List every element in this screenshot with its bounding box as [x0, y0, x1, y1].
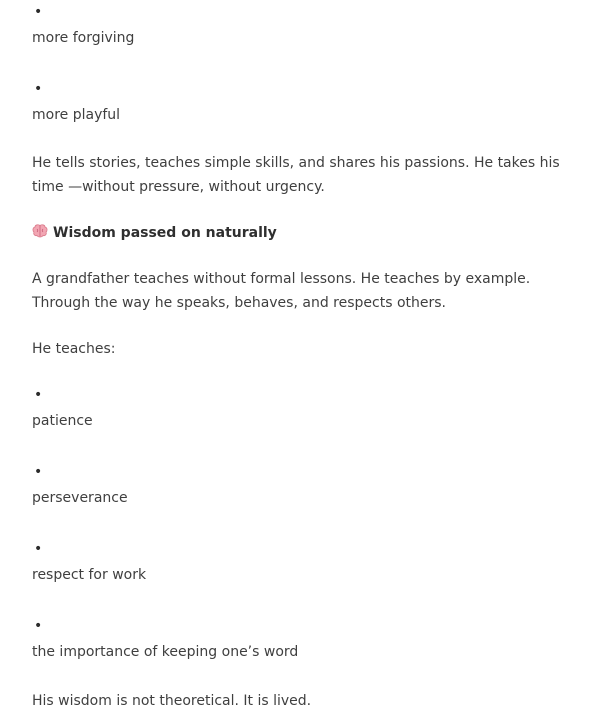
- paragraph-text: He tells stories, teaches simple skills, and shares his passions. He takes his time —without pressure, without urgency.: [32, 155, 560, 195]
- bullet-marker: •: [34, 618, 43, 634]
- list-item-text: patience: [32, 413, 93, 429]
- list-item-text: more playful: [32, 107, 121, 123]
- list-item-text: perseverance: [32, 490, 128, 506]
- article-body: [32, 0, 578, 713]
- paragraph-text: A grandfather teaches without formal lessons. He teaches by example. Through the way he speaks, behaves, and respects others.: [32, 271, 531, 311]
- list-item-text: more forgiving: [32, 30, 135, 46]
- closing-paragraph: His wisdom is not theoretical. It is lived.: [32, 693, 312, 709]
- bullet-marker: •: [34, 464, 43, 480]
- list-item-text: respect for work: [32, 567, 147, 583]
- bullet-marker: •: [34, 541, 43, 557]
- list-item: [32, 460, 578, 514]
- list-item: [32, 383, 578, 437]
- list-item: [32, 77, 578, 131]
- bullet-marker: •: [34, 387, 43, 403]
- list-item: [32, 537, 578, 591]
- paragraph: [32, 151, 578, 199]
- list-item-text: the importance of keeping one’s word: [32, 644, 299, 660]
- list-item: [32, 0, 578, 54]
- brain-icon: [32, 224, 48, 238]
- section-title: Wisdom passed on naturally: [53, 225, 277, 241]
- list-item: [32, 614, 578, 668]
- paragraph: [32, 267, 578, 315]
- bullet-marker: •: [34, 4, 43, 20]
- section-heading: [32, 221, 578, 245]
- teaches-label: He teaches:: [32, 341, 116, 357]
- bullet-marker: •: [34, 81, 43, 97]
